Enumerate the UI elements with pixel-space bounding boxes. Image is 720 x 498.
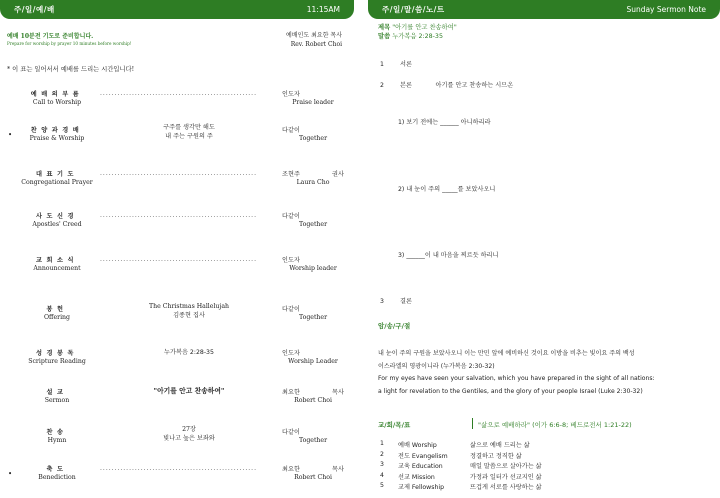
vision-key: 전도 Evangelism <box>398 452 448 460</box>
leader-en: Worship Leader <box>288 358 338 365</box>
standing-bullet: • <box>8 131 13 139</box>
item-title-ko: 교회소식 <box>36 257 78 264</box>
leader-en: Worship leader <box>289 265 337 272</box>
item-title-ko: 대표기도 <box>36 171 78 178</box>
memory-verse <box>378 348 716 398</box>
standing-bullet: • <box>8 470 13 478</box>
verse-line: 이스라엘의 영광이니라 (누가복음 2:30-32) <box>378 362 495 370</box>
sermon-title: "아기를 안고 찬송하여" <box>392 24 457 31</box>
dot-leader: ...................................................... <box>100 212 257 219</box>
leader-ko: 최요한 목사 <box>282 466 344 473</box>
prep-note <box>7 31 131 46</box>
leader-en: Laura Cho <box>296 179 330 186</box>
item-title-en: Hymn <box>47 437 67 444</box>
dot-leader: ...................................................... <box>100 256 257 263</box>
order-row <box>0 255 354 281</box>
item-detail: "아기를 안고 찬송하여" <box>153 387 225 395</box>
item-title-en: Sermon <box>44 397 70 404</box>
item-title-en: Praise & Worship <box>29 135 85 142</box>
item-title-en: Offering <box>43 314 70 321</box>
item-title-ko: 설교 <box>46 389 68 396</box>
prep-note-ko: 예배 10분전 기도로 준비합니다. <box>7 33 94 40</box>
church-slogan: "삶으로 예배하라" (이가 6:6-8; 베드로전서 1:21-22) <box>478 421 632 429</box>
divider <box>472 418 473 429</box>
sermon-note-page <box>368 19 720 498</box>
leader-ko: 다같이 <box>282 213 300 220</box>
sermon-passage: 누가복음 2:28-35 <box>392 33 443 40</box>
sermon-heading <box>378 23 457 41</box>
leader-ko: 다같이 <box>282 429 300 436</box>
item-detail: 구주를 생각만 해도 내 주는 구원의 주 <box>163 124 215 140</box>
verse-line: 내 눈이 주의 구원을 보았사오니 이는 만민 앞에 예비하신 것이요 이방을 비추는 빛이요 주의 백성 <box>378 350 635 357</box>
leader-ko: 다같이 <box>282 306 300 313</box>
memory-verse-title: 암/송/구/절 <box>378 322 411 330</box>
vision-desc: 뜨겁게 서로를 사랑하는 삶 <box>470 484 542 491</box>
vision-desc: 삶으로 예배 드리는 삶 <box>470 442 530 449</box>
item-title-ko: 찬송 <box>46 429 68 436</box>
vision-key: 예배 Worship <box>398 442 437 449</box>
item-title-en: Announcement <box>33 265 81 272</box>
item-detail: 27장 빛나고 높은 보좌와 <box>163 426 215 442</box>
item-title-en: Apostles' Creed <box>32 221 82 228</box>
outline-item: 3 결론 <box>380 298 412 305</box>
order-row <box>0 427 354 453</box>
order-row <box>0 304 354 330</box>
passage-label: 말씀 <box>378 33 391 40</box>
leader-en: Together <box>298 314 328 321</box>
prep-note-en: Prepare for worship by prayer 10 minutes before worship! <box>7 41 132 46</box>
leader-en: Together <box>298 221 328 228</box>
title-label: 제목 <box>378 24 391 31</box>
vision-key: 교육 Education <box>398 463 443 470</box>
service-time: 11:15AM <box>306 5 340 14</box>
bulletin-title: 주/일/예/배 <box>14 5 55 14</box>
leader-ko: 인도자 <box>282 91 300 98</box>
vision-num: 1 <box>380 440 384 447</box>
vision-num: 5 <box>380 482 384 489</box>
pastor-en: Rev. Robert Choi <box>290 41 342 48</box>
pastor-ko: 예배인도 최요한 목사 <box>286 32 342 39</box>
header-left <box>0 0 354 19</box>
verse-line: a light for revelation to the Gentiles, and the glory of your people Israel (Luke 2:30-32) <box>378 387 643 395</box>
vision-num: 3 <box>380 461 384 468</box>
dot-leader: ...................................................... <box>100 465 257 472</box>
order-row <box>0 348 354 374</box>
item-title-ko: 봉헌 <box>46 306 68 313</box>
item-title-ko: 사도신경 <box>36 213 78 220</box>
sermon-note-label: Sunday Sermon Note <box>626 5 706 14</box>
item-title-ko: 예배의부름 <box>30 91 84 98</box>
dot-leader: ...................................................... <box>100 90 257 97</box>
sermon-point: 3) ______이 내 마음을 찌르듯 하리니 <box>398 252 499 259</box>
item-detail: 누가복음 2:28-35 <box>164 349 214 356</box>
order-row <box>0 464 354 490</box>
header-right <box>368 0 720 19</box>
item-title-en: Scripture Reading <box>28 358 86 365</box>
order-row <box>0 211 354 237</box>
outline-item: 1 서론 <box>380 61 412 68</box>
worship-leader-info <box>286 31 342 49</box>
sermon-note-title: 주/일/말/씀/노/트 <box>382 5 445 14</box>
vision-key: 교제 Fellowship <box>398 484 445 491</box>
outline-item: 2 본론 아기를 안고 찬송하는 시므온 <box>380 82 514 89</box>
item-title-en: Benediction <box>38 474 76 481</box>
item-title-en: Call to Worship <box>32 99 82 106</box>
sermon-point: 1) 보기 전에는 ______ 아니하리라 <box>398 119 491 126</box>
vision-desc: 매일 말씀으로 살아가는 삶 <box>470 463 542 470</box>
leader-ko: 인도자 <box>282 350 300 357</box>
order-row <box>0 387 354 413</box>
order-row <box>0 169 354 195</box>
vision-key: 선교 Mission <box>398 473 435 481</box>
order-of-worship-page <box>0 19 354 498</box>
order-row <box>0 125 354 151</box>
item-title-ko: 찬양과경배 <box>30 127 84 134</box>
item-title-en: Congregational Prayer <box>21 179 93 186</box>
leader-en: Robert Choi <box>294 474 332 481</box>
item-title-ko: 축도 <box>46 466 68 473</box>
vision-desc: 가정과 일터가 선교지인 삶 <box>470 473 542 481</box>
sermon-point: 2) 내 눈이 주의 _____를 보았사오니 <box>398 186 496 193</box>
leader-en: Together <box>298 437 328 444</box>
order-row <box>0 89 354 115</box>
leader-ko: 조현주 권사 <box>282 171 344 178</box>
church-vision-title: 교/회/목/표 <box>378 421 411 429</box>
leader-en: Robert Choi <box>294 397 332 404</box>
standing-notice: * 이 표는 일어서서 예배를 드리는 시간입니다! <box>7 66 135 73</box>
leader-ko: 최요한 목사 <box>282 389 344 396</box>
vision-num: 2 <box>380 450 384 458</box>
vision-num: 4 <box>380 471 384 479</box>
leader-ko: 다같이 <box>282 127 300 134</box>
vision-desc: 정결하고 정직한 삶 <box>470 452 522 460</box>
item-detail: The Christmas Hallelujah 김종현 집사 <box>148 303 230 319</box>
verse-line: For my eyes have seen your salvation, which you have prepared in the sight of all nations: <box>378 375 655 382</box>
dot-leader: ...................................................... <box>100 170 257 177</box>
item-title-ko: 성경봉독 <box>36 350 78 357</box>
leader-en: Together <box>298 135 328 142</box>
leader-ko: 인도자 <box>282 257 300 264</box>
leader-en: Praise leader <box>292 99 334 106</box>
